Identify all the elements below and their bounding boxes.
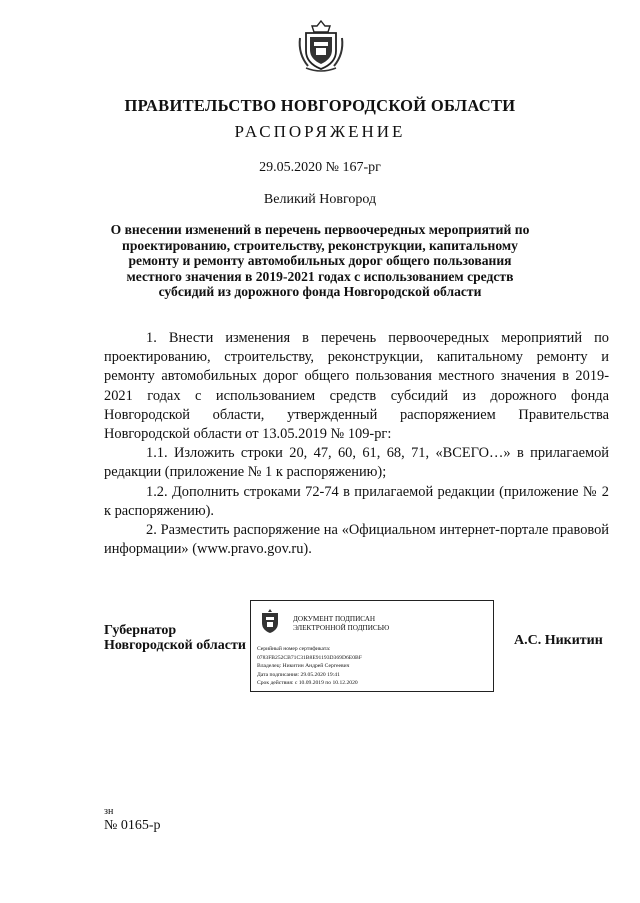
footer-code-letters: зн (104, 806, 114, 817)
stamp-title-line-2: ЭЛЕКТРОННОЙ ПОДПИСЬЮ (293, 624, 390, 632)
stamp-owner: Владелец: Никитин Андрей Сергеевич (257, 663, 350, 670)
stamp-serial: 0783FB252CB71C31B8E91193D369D6E0BF (257, 654, 362, 661)
stamp-signed-date: Дата подписания: 29.05.2020 19:41 (257, 671, 340, 678)
coat-of-arms-emblem (296, 18, 346, 74)
paragraph-1-2: 1.2. Дополнить строками 72-74 в прилагаемой редакции (приложение № 2 к распоряжению). (104, 483, 609, 519)
footer-number: № 0165-р (104, 818, 161, 833)
document-body (104, 329, 609, 559)
stamp-title (293, 615, 389, 633)
stamp-details (257, 645, 362, 688)
signatory-position-line-1: Губернатор (104, 623, 177, 638)
signatory-position (104, 623, 246, 653)
paragraph-1: 1. Внести изменения в перечень первоочередных мероприятий по проектированию, строительству, реконструкции, капитальному ремонту и ремонту автомобильных дорог общего пользования местного значения в 2019-2021 годах с использованием средств субсидий из дорожного фонда Новгородской области, утвержденный распоряжением Правительства Новгородской области от 13.05.2019 № 109-рг: (104, 330, 609, 443)
stamp-emblem-icon (259, 609, 281, 635)
signatory-name: А.С. Никитин (514, 633, 603, 648)
footer-code (104, 805, 161, 833)
document-date-number: 29.05.2020 № 167-рг (259, 160, 381, 175)
paragraph-1-1: 1.1. Изложить строки 20, 47, 60, 61, 68, 71, «ВСЕГО…» в прилагаемой редакции (приложение № 1 к распоряжению); (104, 445, 609, 481)
signatory-position-line-2: Новгородской области (104, 638, 246, 653)
government-title: ПРАВИТЕЛЬСТВО НОВГОРОДСКОЙ ОБЛАСТИ (124, 96, 516, 115)
stamp-serial-label: Серийный номер сертификата: (257, 646, 331, 652)
document-city: Великий Новгород (263, 192, 377, 207)
document-type-title: РАСПОРЯЖЕНИЕ (234, 122, 406, 141)
paragraph-2: 2. Разместить распоряжение на «Официальном интернет-портале правовой информации» (www.pravo.gov.ru). (104, 522, 609, 558)
electronic-signature-stamp (250, 600, 494, 692)
stamp-validity: Срок действия: с 10.09.2019 по 10.12.2020 (257, 680, 358, 687)
document-subject: О внесении изменений в перечень первоочередных мероприятий по проектированию, строительству, реконструкции, капитальному ремонту и ремонту автомобильных дорог общего пользования местного значения в 2019-2021 годах с использованием средств субсидий из дорожного фонда Новгородской области (110, 222, 530, 299)
stamp-title-line-1: ДОКУМЕНТ ПОДПИСАН (293, 615, 376, 623)
